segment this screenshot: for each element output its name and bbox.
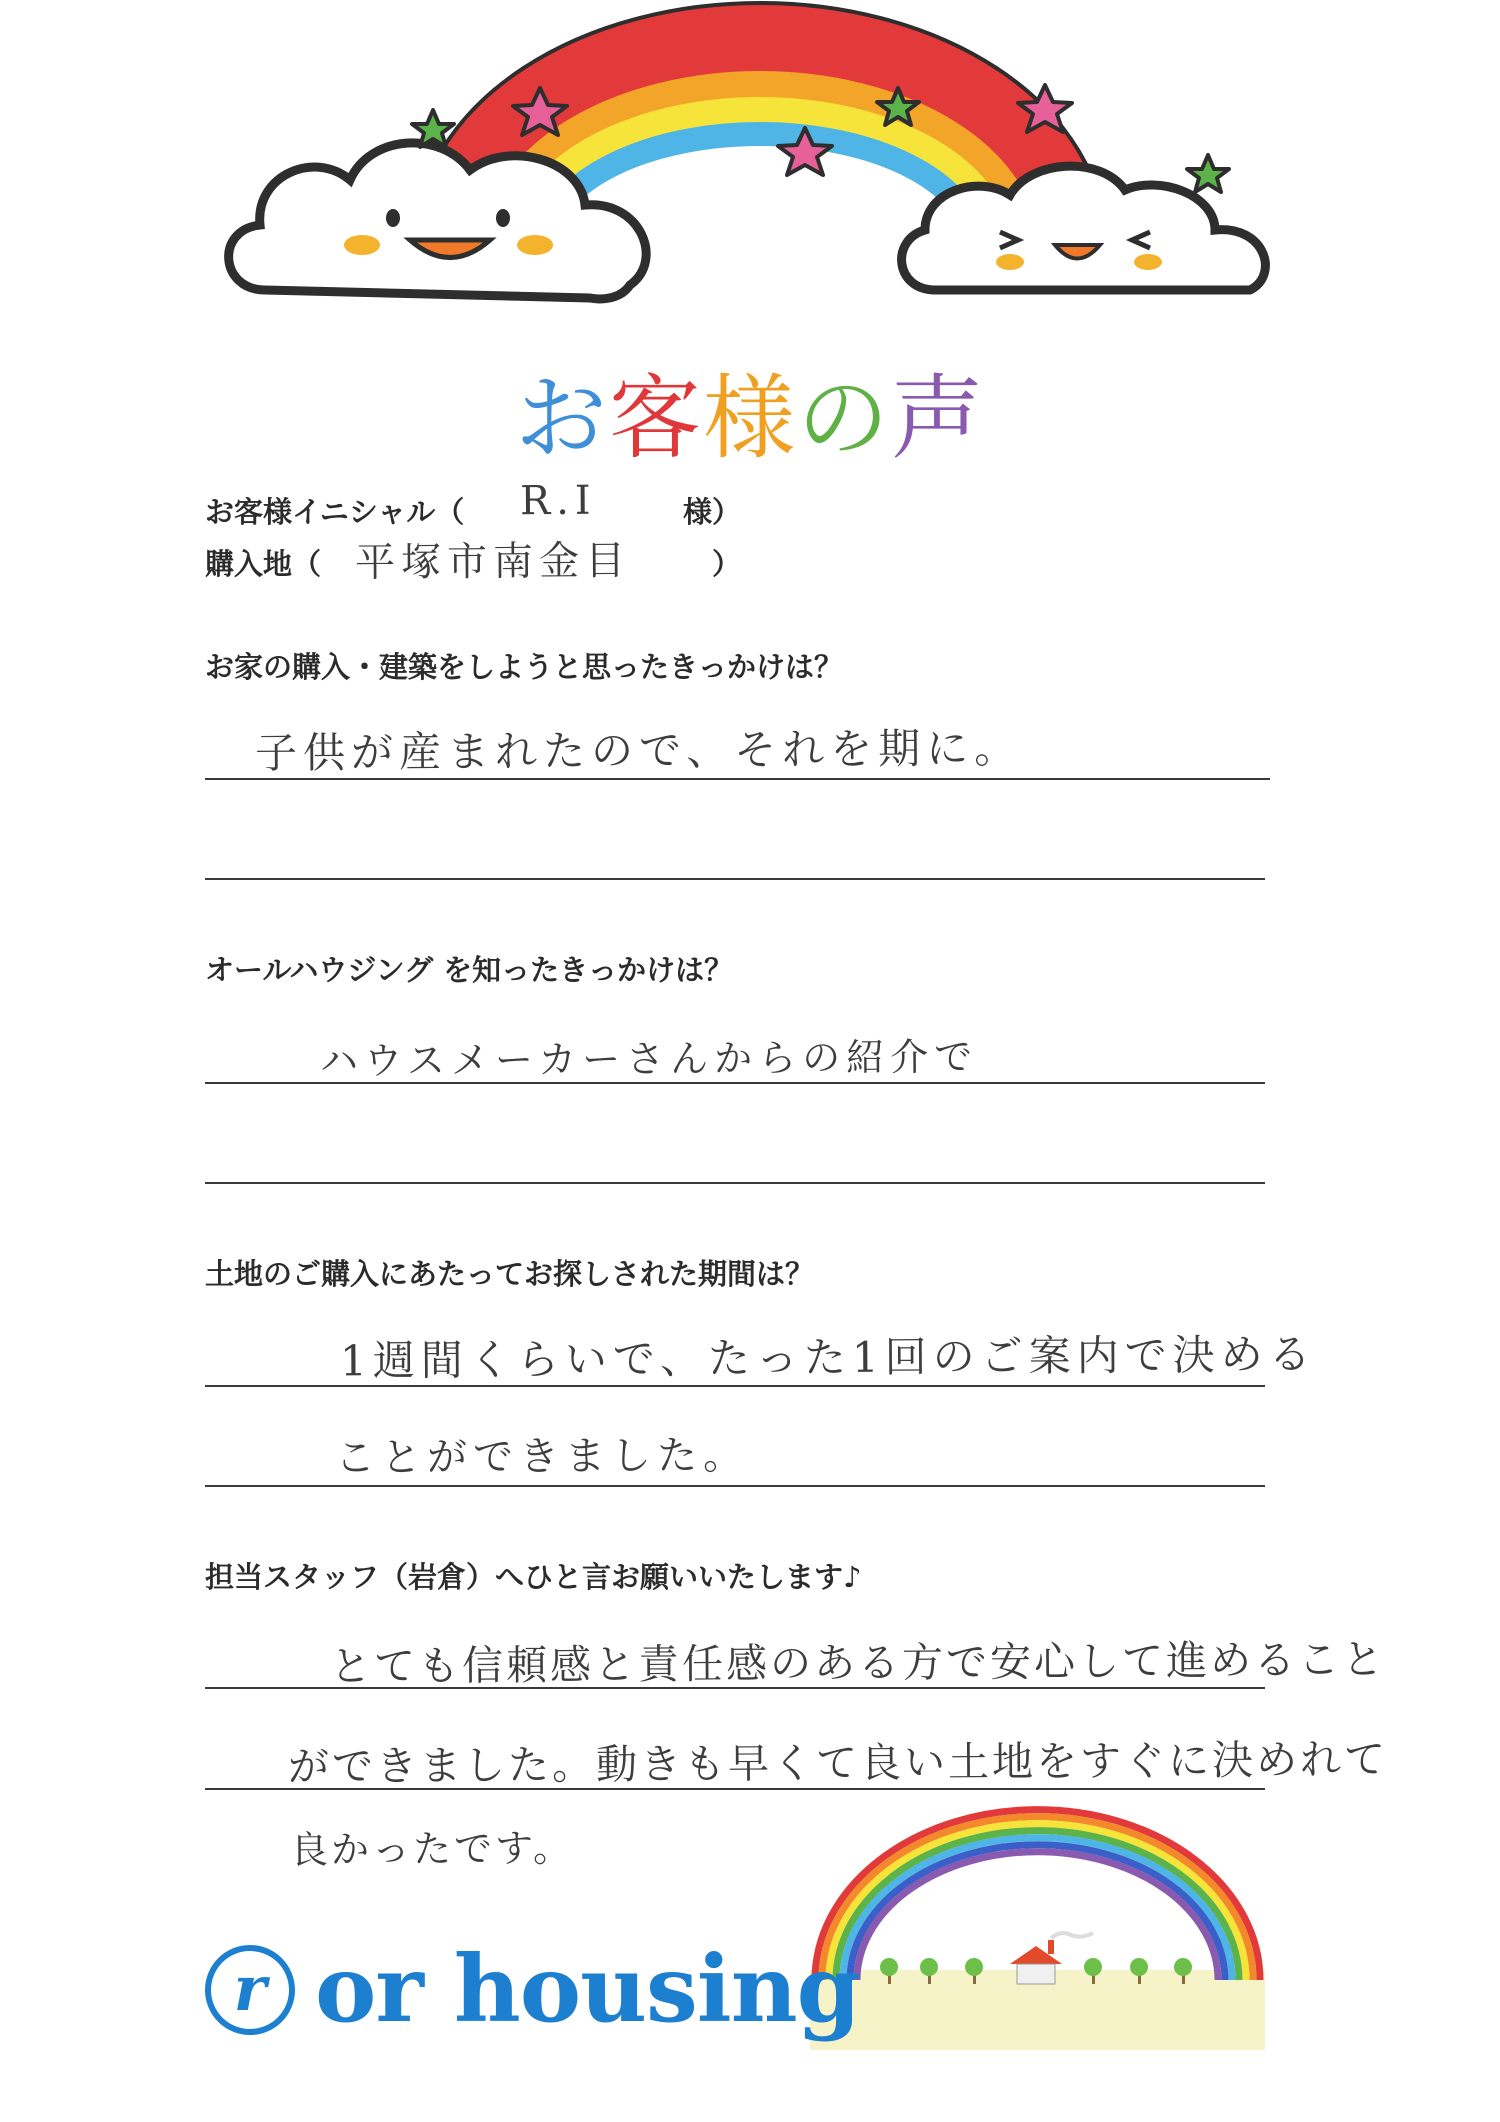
rainbow-clouds-illustration [0, 0, 1500, 330]
answer-rule [205, 1687, 1265, 1689]
answer-2-line-1: ハウスメーカーさんからの紹介で [319, 1034, 979, 1084]
answer-rule [205, 1485, 1265, 1487]
or-housing-logo-mark-icon [200, 1940, 300, 2040]
location-label: 購入地（ [205, 547, 322, 581]
title-char: 声 [891, 365, 986, 472]
answer-rule [205, 778, 1270, 780]
answer-3-line-1: 1週間くらいで、たった1回のご案内で決める [339, 1329, 1317, 1386]
answer-4-line-1: とても信頼感と責任感のある方で安心して進めること [329, 1635, 1387, 1691]
title-char: 様 [702, 365, 797, 472]
initial-label: お客様イニシャル（ [205, 495, 465, 529]
answer-rule [205, 1788, 1265, 1790]
page-title [0, 345, 1500, 475]
question-3: 土地のご購入にあたってお探しされた期間は？ [205, 1257, 815, 1291]
question-1: お家の購入・建築をしようと思ったきっかけは？ [205, 650, 844, 684]
answer-1-line-1: 子供が産まれたので、それを期に。 [254, 723, 1023, 778]
answer-rule [205, 878, 1265, 880]
question-4: 担当スタッフ（岩倉）へひと言お願いいたします♪ [205, 1560, 862, 1594]
rainbow-house-illustration [810, 1800, 1265, 2050]
answer-3-line-2: ことができました。 [334, 1432, 750, 1482]
answer-4-line-2: ができました。動きも早くて良い土地をすぐに決めれて [287, 1735, 1389, 1791]
star-icon [1187, 155, 1229, 192]
location-value: 平塚市南金目 [354, 538, 632, 586]
initial-suffix: 様） [683, 495, 742, 529]
cheek-icon [344, 235, 380, 255]
title-char: 客 [608, 365, 703, 472]
logo-mark-letter: r [233, 1952, 267, 2025]
title-char: お [514, 365, 609, 472]
cheek-icon [1134, 254, 1162, 270]
cloud-eye-icon [386, 209, 400, 227]
location-suffix: ） [712, 547, 742, 581]
or-housing-logo: or housing [315, 1935, 860, 2043]
answer-4-line-3: 良かったです。 [289, 1826, 575, 1872]
answer-rule [205, 1182, 1265, 1184]
cheek-icon [996, 254, 1024, 270]
cheek-icon [517, 235, 553, 255]
title-char: の [797, 365, 892, 472]
answer-rule [205, 1082, 1265, 1084]
cloud-eye-icon [496, 209, 510, 227]
initial-value: R.I [519, 477, 597, 525]
question-2: オールハウジング を知ったきっかけは？ [205, 953, 734, 987]
answer-rule [205, 1385, 1265, 1387]
